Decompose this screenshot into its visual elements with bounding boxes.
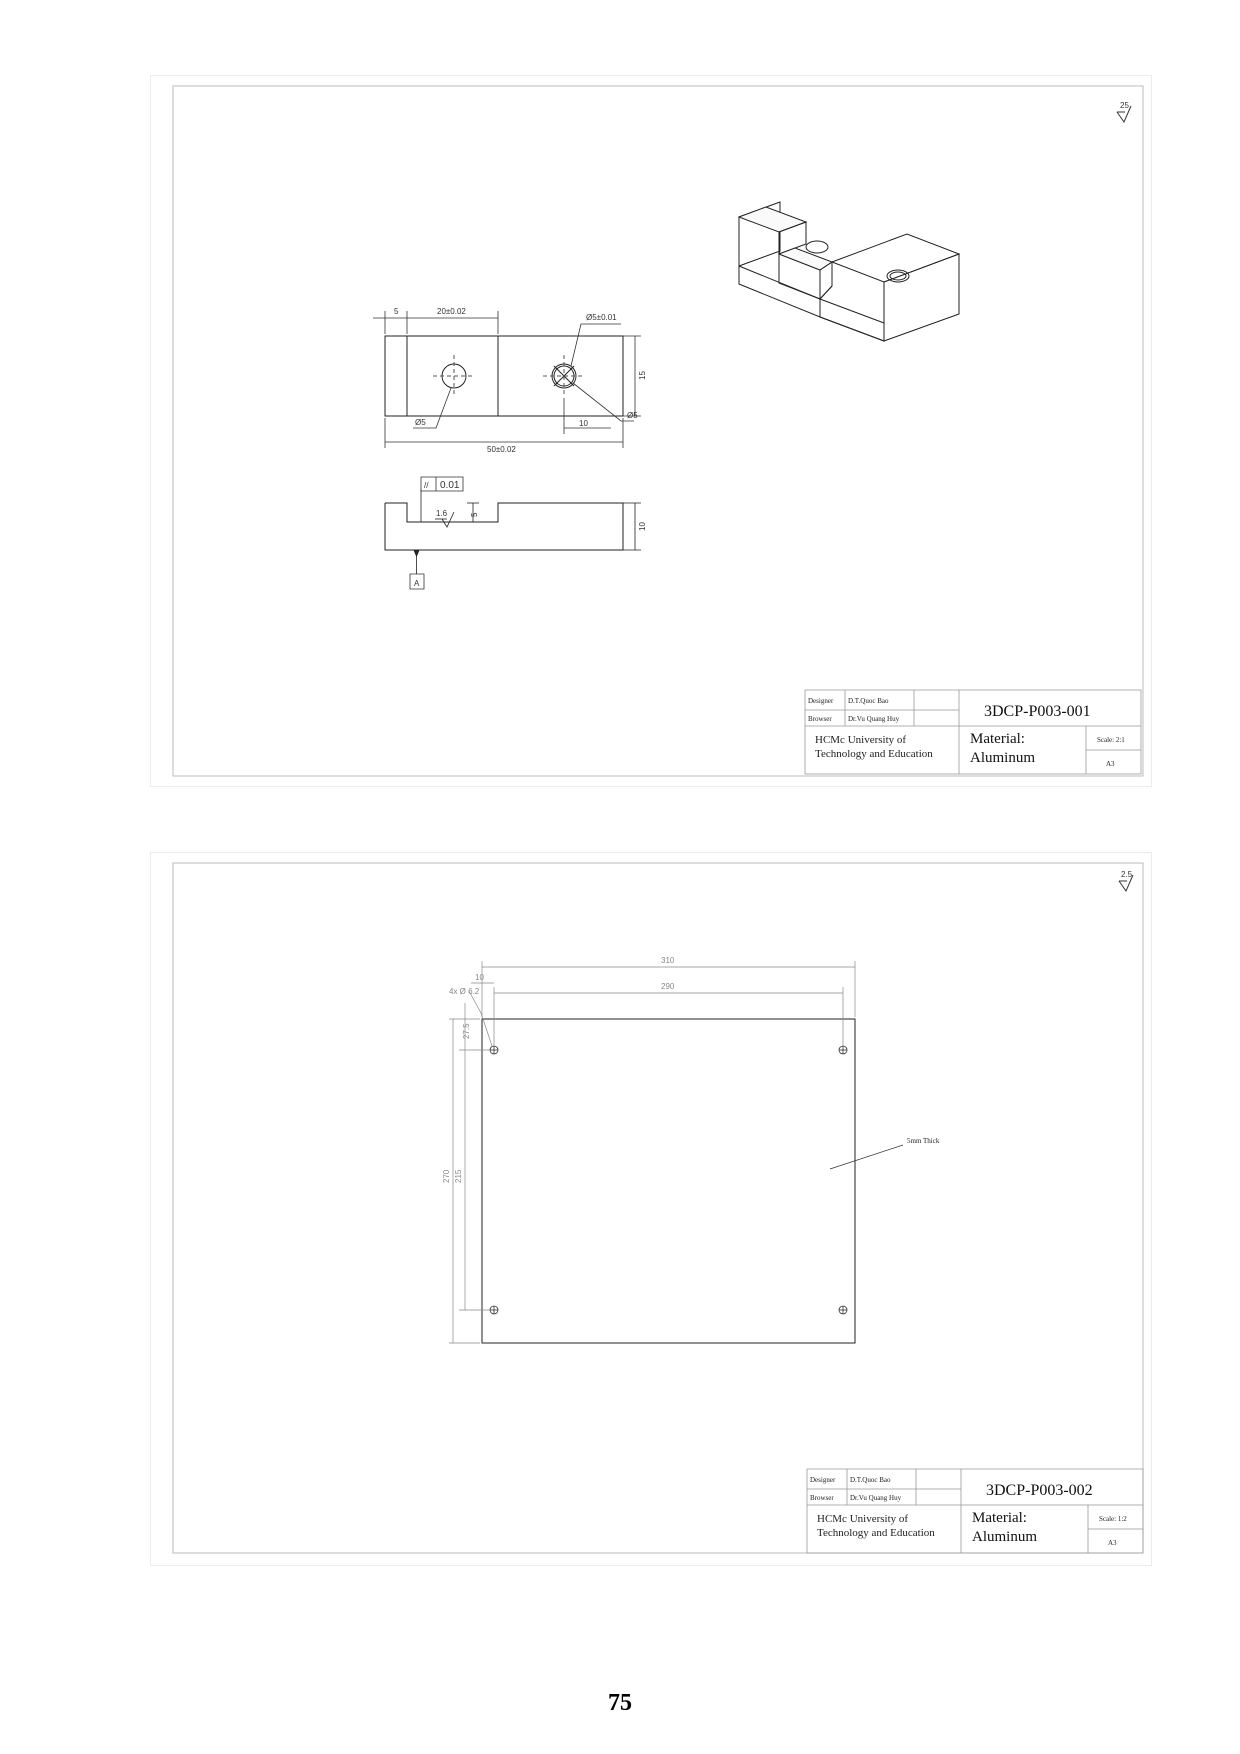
svg-text:0.01: 0.01 xyxy=(440,480,460,491)
parallelism-frame xyxy=(421,477,463,491)
svg-text:Designer: Designer xyxy=(808,697,834,705)
dim-slot: 20±0.02 xyxy=(437,307,466,316)
svg-text:Browser: Browser xyxy=(808,715,832,723)
svg-text:Material:: Material: xyxy=(972,1510,1027,1526)
surface-finish-symbol xyxy=(1117,101,1131,122)
page-number: 75 xyxy=(608,1690,632,1716)
hole-top-right xyxy=(839,1046,847,1054)
plate-dimensions xyxy=(449,961,903,1343)
note-thickness: 5mm Thick xyxy=(907,1137,940,1145)
dim-length: 50±0.02 xyxy=(487,445,516,454)
svg-text:Material:: Material: xyxy=(970,731,1025,747)
svg-text:A3: A3 xyxy=(1106,760,1115,768)
datum-box xyxy=(410,574,424,589)
dim-offset: 10 xyxy=(579,419,588,428)
drawing-canvas-2 xyxy=(151,853,1151,1565)
hole-bottom-left xyxy=(490,1306,498,1314)
svg-text:Browser: Browser xyxy=(810,1494,834,1502)
front-view-dimensions xyxy=(373,311,641,448)
roughness-value: 1.6 xyxy=(436,509,448,518)
svg-text:Aluminum: Aluminum xyxy=(970,750,1036,766)
dim-holes: 4x Ø 6.2 xyxy=(449,987,480,996)
mounting-holes xyxy=(490,1046,847,1314)
hole-bottom-right xyxy=(839,1306,847,1314)
dim-left: 5 xyxy=(394,307,399,316)
svg-text:25: 25 xyxy=(1120,101,1129,110)
front-view xyxy=(385,336,623,416)
svg-text:Aluminum: Aluminum xyxy=(972,1529,1038,1545)
dim-height: 15 xyxy=(638,371,647,380)
dim-total-width: 310 xyxy=(661,956,675,965)
dim-top-offset: 27.5 xyxy=(462,1023,471,1039)
svg-text:Scale: 1:2: Scale: 1:2 xyxy=(1099,1515,1127,1523)
dim-hole-right: Ø5 xyxy=(627,411,638,420)
drawing-sheet-2 xyxy=(150,852,1152,1566)
svg-text://: // xyxy=(424,481,429,490)
svg-text:Technology and Education: Technology and Education xyxy=(817,1527,935,1539)
dim-hole-spacing-x: 290 xyxy=(661,982,675,991)
plate-view xyxy=(482,1019,855,1343)
drawing-number-2: 3DCP-P003-002 xyxy=(986,1482,1093,1499)
surface-finish-symbol xyxy=(1119,870,1133,891)
svg-text:HCMc University of: HCMc University of xyxy=(815,734,907,746)
svg-text:2.5: 2.5 xyxy=(1121,870,1133,879)
hole-top-left xyxy=(490,1046,498,1054)
dim-edge-offset: 10 xyxy=(475,973,484,982)
svg-text:Scale: 2:1: Scale: 2:1 xyxy=(1097,736,1125,744)
isometric-part-view xyxy=(739,202,959,341)
drawing-sheet-1 xyxy=(150,75,1152,787)
svg-text:A3: A3 xyxy=(1108,1539,1117,1547)
dim-hole-spacing-y: 215 xyxy=(454,1169,463,1183)
dim-slot-depth: 5 xyxy=(470,512,479,517)
drawing-number-1: 3DCP-P003-001 xyxy=(984,703,1091,720)
side-view xyxy=(385,489,641,574)
drawing-frame xyxy=(173,863,1143,1553)
dim-hole-tol: Ø5±0.01 xyxy=(586,313,617,322)
svg-text:Dr.Vu Quang Huy: Dr.Vu Quang Huy xyxy=(850,1494,902,1502)
drawing-frame xyxy=(173,86,1143,776)
svg-text:D.T.Quoc Bao: D.T.Quoc Bao xyxy=(850,1476,891,1484)
dim-total-height: 270 xyxy=(442,1169,451,1183)
svg-text:Dr.Vu Quang Huy: Dr.Vu Quang Huy xyxy=(848,715,900,723)
svg-text:D.T.Quoc Bao: D.T.Quoc Bao xyxy=(848,697,889,705)
svg-text:HCMc University of: HCMc University of xyxy=(817,1513,909,1525)
svg-text:Technology and Education: Technology and Education xyxy=(815,748,933,760)
svg-text:A: A xyxy=(414,579,420,588)
drawing-canvas-1 xyxy=(151,76,1151,786)
svg-text:Designer: Designer xyxy=(810,1476,836,1484)
dim-thickness: 10 xyxy=(638,522,647,531)
dim-hole-left: Ø5 xyxy=(415,418,426,427)
